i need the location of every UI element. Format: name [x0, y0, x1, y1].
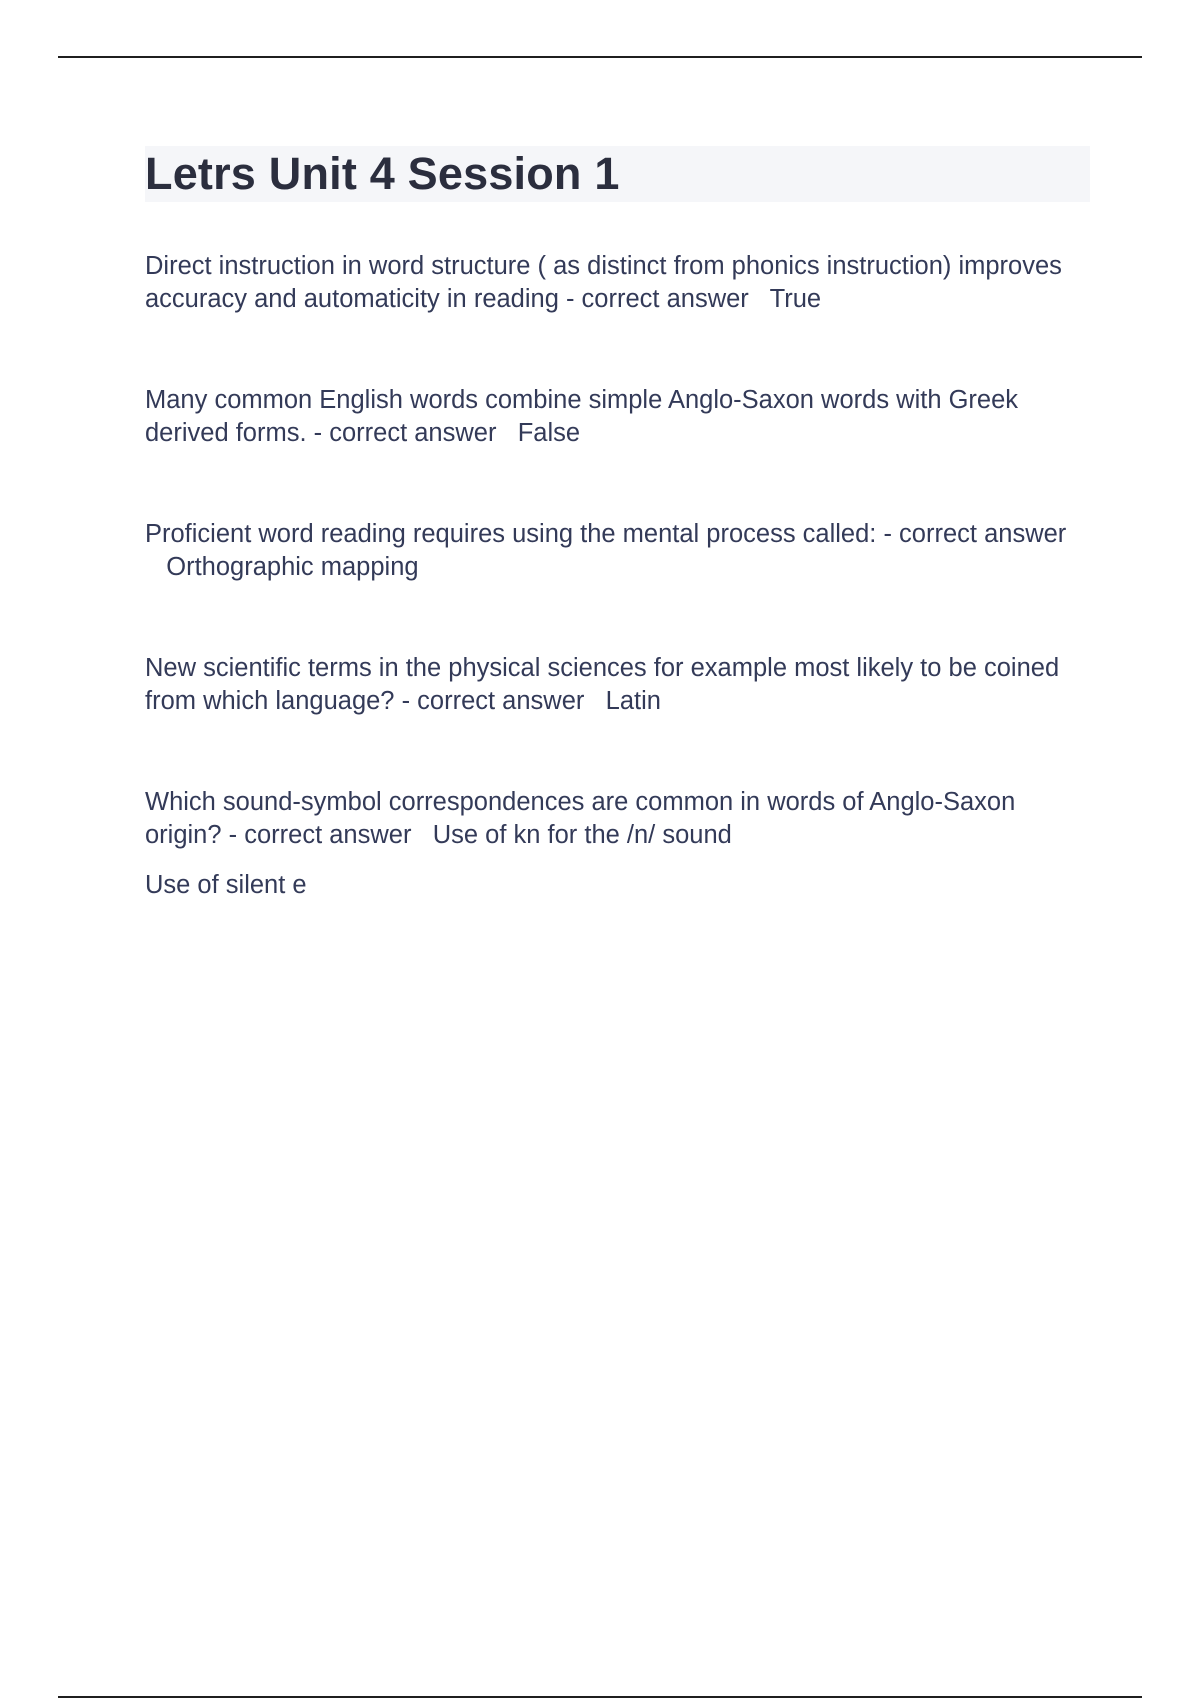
qa-item [145, 518, 1090, 584]
question-text: Many common English words combine simple Anglo-Saxon words with Greek derived forms. [145, 386, 1019, 447]
correct-answer-label: - correct answer [401, 687, 585, 715]
qa-item [145, 652, 1090, 718]
qa-item [145, 786, 1090, 902]
qa-item [145, 250, 1090, 316]
correct-answer-label: - correct answer [565, 285, 749, 313]
answer-text: True [769, 285, 822, 313]
correct-answer-label: - correct answer [883, 520, 1067, 548]
question-text: Proficient word reading requires using the mental process called: [145, 520, 877, 548]
answer-text: False [517, 419, 581, 447]
question-text: Direct instruction in word structure ( as distinct from phonics instruction) improves accuracy and automaticity in reading [145, 252, 1062, 313]
question-text: New scientific terms in the physical sciences for example most likely to be coined from which language? [145, 654, 1060, 715]
page-title: Letrs Unit 4 Session 1 [145, 148, 620, 199]
correct-answer-label: - correct answer [228, 821, 412, 849]
qa-list [145, 250, 1090, 902]
answer-text: Use of kn for the /n/ sound [432, 821, 732, 849]
document-body [145, 146, 1090, 902]
answer-extra-text: Use of silent e [145, 871, 307, 899]
question-text: Which sound-symbol correspondences are common in words of Anglo-Saxon origin? [145, 788, 1016, 849]
answer-text: Orthographic mapping [166, 553, 419, 581]
qa-item [145, 384, 1090, 450]
correct-answer-label: - correct answer [313, 419, 497, 447]
title-band [145, 146, 1090, 202]
top-rule [58, 56, 1142, 58]
answer-text: Latin [605, 687, 661, 715]
bottom-rule [58, 1696, 1142, 1698]
